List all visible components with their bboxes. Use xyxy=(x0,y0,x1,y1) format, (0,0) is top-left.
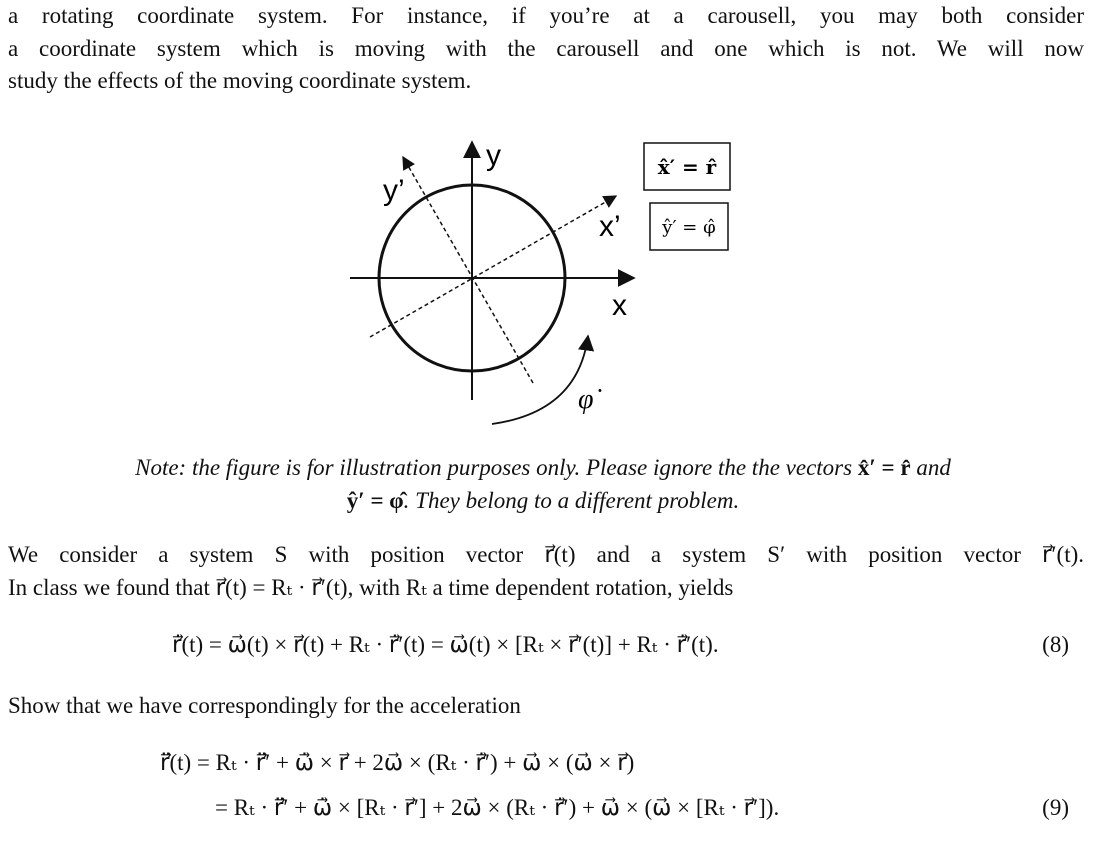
xprime-axis xyxy=(370,196,616,337)
intro-line-1: a rotating coordinate system. For instance, if you’re at a carousell, you may both consider xyxy=(8,3,1084,28)
body1-line-2: In class we found that r⃗(t) = Rₜ · r⃗′(t), with Rₜ a time dependent rotation, yields xyxy=(8,574,734,600)
x-label: x xyxy=(612,289,627,322)
xprime-label: x’ xyxy=(599,210,621,243)
body-paragraph-2 xyxy=(8,690,1084,723)
intro-line-3: study the effects of the moving coordinate system. xyxy=(8,68,472,93)
caption-vector-x: x̂′ = r̂ xyxy=(857,455,911,480)
body1-line-1: We consider a system S with position vector r⃗(t) and a system S′ with position vector r⃗′(t). xyxy=(8,542,1084,567)
equation-9-line-1: r⃗̈(t) = Rₜ · r⃗̈′ + ω⃗̇ × r⃗ + 2ω⃗ × (Rₜ · r⃗̇′) + ω⃗ × (ω⃗ × r⃗) xyxy=(160,750,635,775)
caption-text-2b: . They belong to a different problem. xyxy=(403,487,740,513)
equation-8-number: (8) xyxy=(1042,632,1069,657)
caption-text-1b: and xyxy=(910,455,951,480)
body-paragraph-1 xyxy=(8,539,1084,604)
yprime-axis xyxy=(403,157,533,383)
caption-text-1a: Note: the figure is for illustration purposes only. Please ignore the the vectors xyxy=(135,455,858,480)
caption-line-2 xyxy=(20,485,1066,518)
rotation-arrow xyxy=(492,336,588,424)
figure-caption xyxy=(20,452,1066,517)
intro-line-2: a coordinate system which is moving with the carousell and one which is not. We will now xyxy=(8,35,1084,61)
y-label: y xyxy=(486,139,501,172)
equation-8: r⃗̇(t) = ω⃗(t) × r⃗(t) + Rₜ · r⃗̇′(t) = ω⃗(t) × [Rₜ × r⃗′(t)] + Rₜ · r⃗̇′(t). xyxy=(172,632,719,657)
caption-line-1 xyxy=(20,452,1066,485)
box-xhat-label: x̂′ = r̂ xyxy=(657,155,717,179)
box-yhat-label: ŷ′ = φ̂ xyxy=(662,217,716,238)
equation-9-number: (9) xyxy=(1042,795,1069,820)
body2-line-1: Show that we have correspondingly for the acceleration xyxy=(8,693,521,718)
phidot-label: φ̇ xyxy=(578,384,594,415)
equation-9-line-2: = Rₜ · r⃗̈′ + ω⃗̇ × [Rₜ · r⃗′] + 2ω⃗ × (Rₜ · r⃗̇′) + ω⃗ × (ω⃗ × [Rₜ · r⃗′]). xyxy=(215,795,780,820)
yprime-label: y’ xyxy=(383,174,405,207)
caption-vector-y: ŷ′ = φ̂ xyxy=(346,487,404,513)
